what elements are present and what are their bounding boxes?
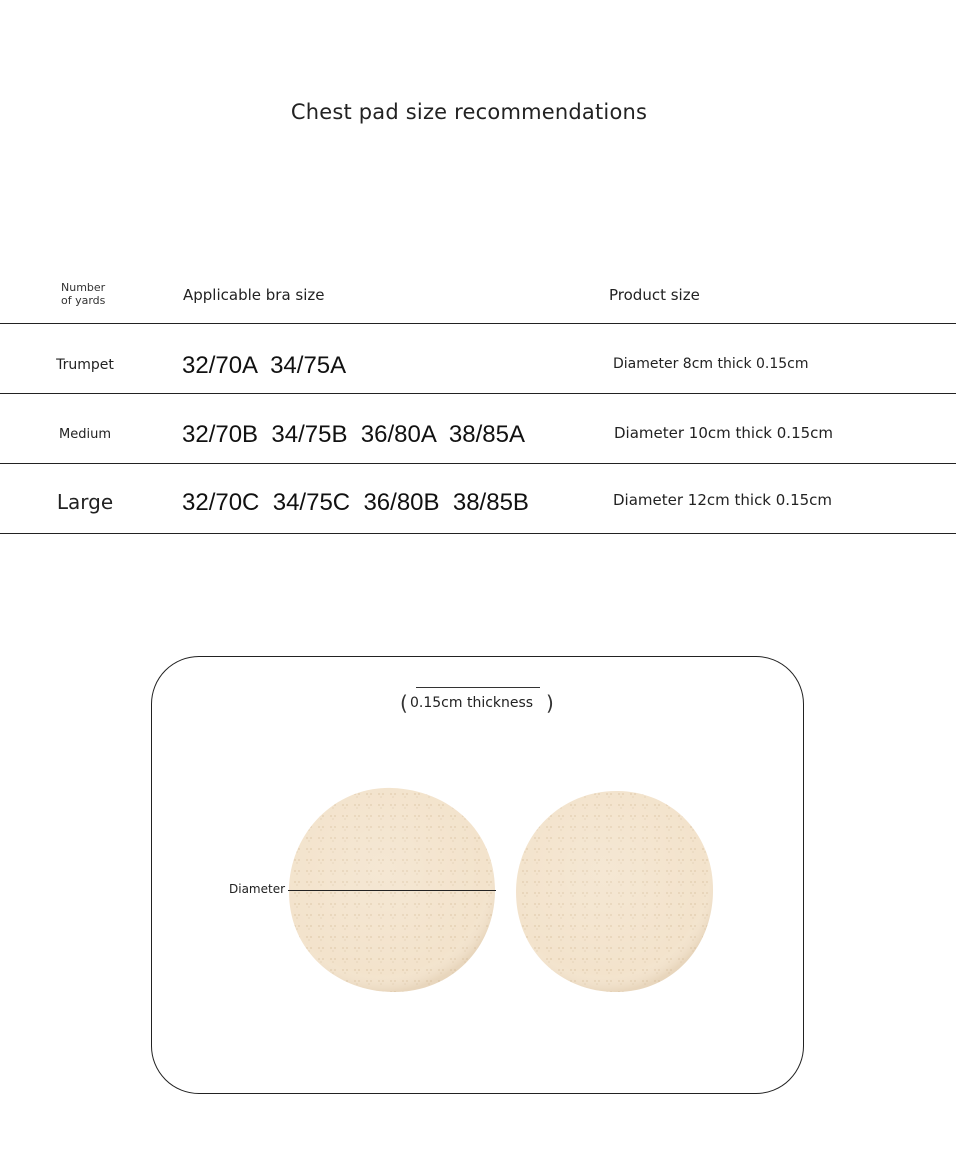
header-yards-line1: Number — [61, 281, 106, 294]
thickness-indicator-line — [416, 687, 540, 688]
thickness-paren-close: ) — [546, 691, 554, 715]
row-name-large: Large — [56, 490, 114, 514]
header-yards-line2: of yards — [61, 294, 106, 307]
row-name-medium: Medium — [59, 427, 111, 442]
header-product-size: Product size — [609, 286, 700, 304]
row-product-medium: Diameter 10cm thick 0.15cm — [614, 424, 834, 442]
diameter-indicator-line — [288, 890, 496, 891]
diameter-label: Diameter — [229, 882, 286, 896]
row-sizes-large: 32/70C 34/75C 36/80B 38/85B — [182, 489, 529, 516]
row-product-large: Diameter 12cm thick 0.15cm — [613, 491, 833, 509]
table-divider — [0, 533, 956, 534]
row-sizes-medium: 32/70B 34/75B 36/80A 38/85A — [182, 421, 525, 448]
thickness-label: 0.15cm thickness — [410, 695, 534, 711]
table-divider — [0, 463, 956, 464]
row-name-trumpet: Trumpet — [56, 357, 114, 373]
thickness-paren-open: ( — [400, 691, 408, 715]
chest-pad-right — [516, 791, 713, 992]
row-sizes-trumpet: 32/70A 34/75A — [182, 352, 347, 379]
header-number-of-yards — [61, 281, 105, 307]
row-product-trumpet: Diameter 8cm thick 0.15cm — [613, 356, 809, 372]
page-title: Chest pad size recommendations — [290, 100, 648, 124]
table-divider — [0, 323, 956, 324]
table-divider — [0, 393, 956, 394]
header-applicable-bra-size: Applicable bra size — [183, 286, 325, 304]
